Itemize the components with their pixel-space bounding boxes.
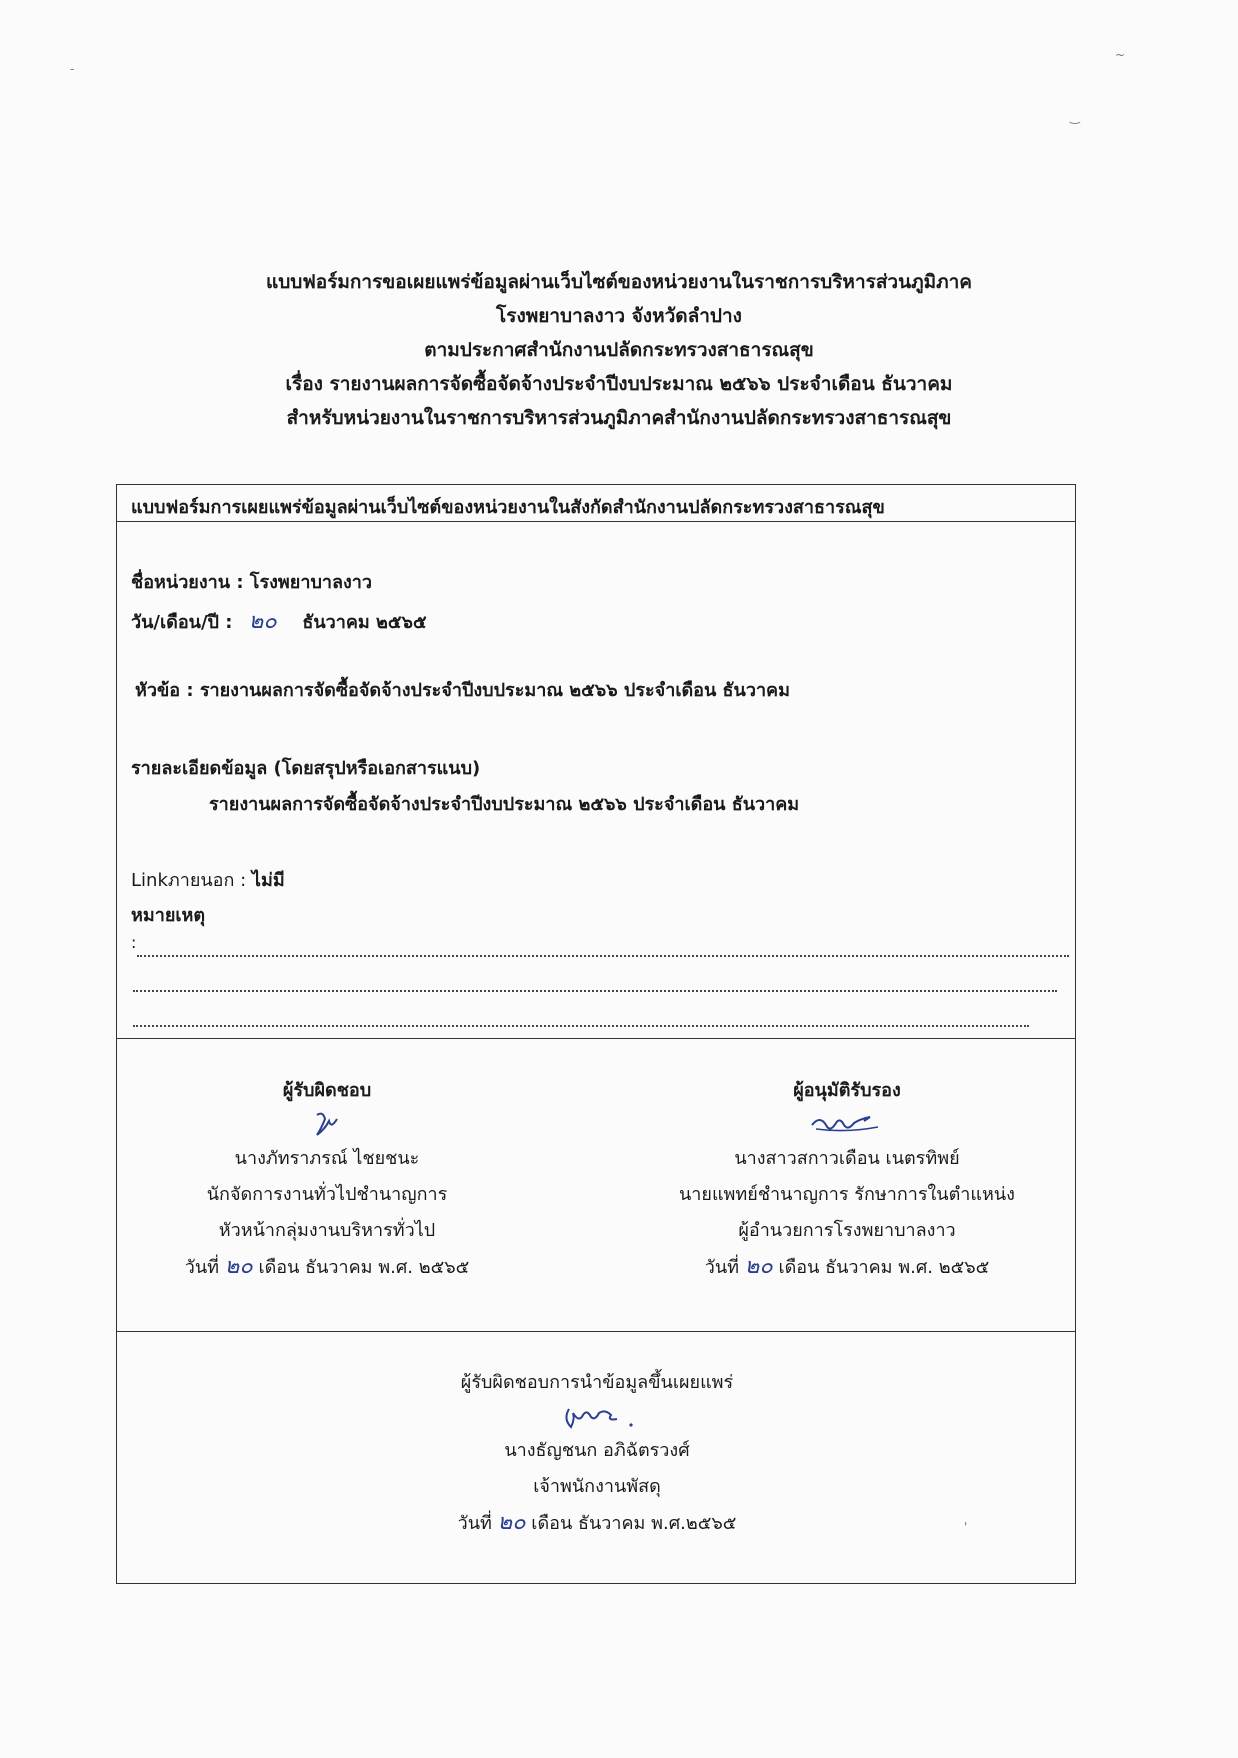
header-line-5: สำหรับหน่วยงานในราชการบริหารส่วนภูมิภาคสำนักงานปลัดกระทรวงสาธารณสุข (286, 407, 952, 429)
responsible-date-day-handwritten: ๒๐ (224, 1254, 253, 1279)
remark-line (131, 900, 205, 929)
header-line-1: แบบฟอร์มการขอเผยแพร่ข้อมูลผ่านเว็บไซต์ของหน่วยงานในราชการบริหารส่วนภูมิภาค (265, 271, 973, 293)
header-line-3: ตามประกาศสำนักงานปลัดกระทรวงสาธารณสุข (424, 339, 814, 361)
publisher-date-suffix: เดือน ธันวาคม พ.ศ.๒๕๖๕ (531, 1513, 737, 1534)
agency-line (131, 567, 372, 596)
responsible-name: นางภัทราภรณ์ ไชยชนะ (234, 1148, 420, 1169)
remark-dotted-line-1 (137, 955, 1069, 957)
remark-label: หมายเหตุ (131, 905, 206, 926)
document-header (0, 265, 1238, 435)
topic-value: รายงานผลการจัดซื้อจัดจ้างประจำปีงบประมาณ ๒๕๖๖ ประจำเดือน ธันวาคม (199, 680, 790, 701)
remark-dotted-line-3 (133, 1025, 1029, 1027)
responsible-signature-block (157, 1073, 497, 1286)
publisher-date (397, 1505, 797, 1542)
form-title: แบบฟอร์มการเผยแพร่ข้อมูลผ่านเว็บไซต์ของหน่วยงานในสังกัดสำนักงานปลัดกระทรวงสาธารณสุข (131, 497, 885, 518)
detail-label: รายละเอียดข้อมูล (โดยสรุปหรือเอกสารแนบ) (131, 758, 481, 779)
publisher-position: เจ้าพนักงานพัสดุ (533, 1476, 661, 1497)
responsible-date-prefix: วันที่ (184, 1257, 220, 1278)
responsible-position-2: หัวหน้ากลุ่มงานบริหารทั่วไป (218, 1220, 436, 1241)
approver-signature-block (647, 1073, 1047, 1286)
remark-colon: : (131, 933, 137, 952)
form-title-row (117, 485, 1075, 522)
publisher-signature-block (397, 1365, 797, 1542)
section-divider-2 (117, 1331, 1075, 1332)
scan-speck: ~ (1115, 48, 1126, 62)
responsible-title: ผู้รับผิดชอบ (282, 1080, 372, 1101)
publisher-date-day-handwritten: ๒๐ (497, 1510, 526, 1535)
header-line-2: โรงพยาบาลงาว จังหวัดลำปาง (496, 305, 742, 327)
publisher-name: นางธัญชนก อภิฉัตรวงศ์ (504, 1440, 690, 1461)
responsible-date-suffix: เดือน ธันวาคม พ.ศ. ๒๕๖๕ (258, 1257, 470, 1278)
scan-speck: ' (964, 1520, 968, 1534)
approver-position-1: นายแพทย์ชำนาญการ รักษาการในตำแหน่ง (679, 1184, 1015, 1205)
responsible-date (157, 1249, 497, 1286)
header-line-4: เรื่อง รายงานผลการจัดซื้อจัดจ้างประจำปีงบประมาณ ๒๕๖๖ ประจำเดือน ธันวาคม (285, 373, 953, 395)
section-divider-1 (117, 1038, 1075, 1039)
responsible-signature-mark (157, 1109, 497, 1141)
approver-position-2: ผู้อำนวยการโรงพยาบาลงาว (738, 1220, 956, 1241)
form-frame (116, 484, 1076, 1584)
approver-date-suffix: เดือน ธันวาคม พ.ศ. ๒๕๖๕ (778, 1257, 990, 1278)
remark-dotted-line-2 (133, 990, 1057, 992)
date-line (131, 603, 427, 638)
topic-label: หัวข้อ : (135, 680, 200, 701)
agency-value: โรงพยาบาลงาว (249, 572, 373, 593)
publisher-title: ผู้รับผิดชอบการนำข้อมูลขึ้นเผยแพร่ (460, 1372, 734, 1393)
detail-label-line (131, 753, 480, 782)
link-label: Linkภายนอก : (131, 870, 252, 891)
responsible-position-1: นักจัดการงานทั่วไปชำนาญการ (206, 1184, 448, 1205)
approver-date (647, 1249, 1047, 1286)
scan-speck: ‿ (1070, 110, 1080, 124)
topic-line (135, 675, 790, 704)
link-line (131, 865, 285, 894)
approver-date-prefix: วันที่ (704, 1257, 740, 1278)
scan-speck: - (70, 62, 75, 76)
approver-title: ผู้อนุมัติรับรอง (793, 1080, 901, 1101)
agency-label: ชื่อหน่วยงาน : (131, 572, 250, 593)
date-day-handwritten: ๒๐ (248, 609, 277, 634)
detail-value-line (209, 789, 799, 818)
date-rest: ธันวาคม ๒๕๖๕ (302, 612, 427, 633)
link-value: ไม่มี (251, 870, 285, 891)
detail-value: รายงานผลการจัดซื้อจัดจ้างประจำปีงบประมาณ ๒๕๖๖ ประจำเดือน ธันวาคม (209, 794, 800, 815)
approver-name: นางสาวสกาวเดือน เนตรทิพย์ (734, 1148, 960, 1169)
date-label: วัน/เดือน/ปี : (131, 612, 239, 633)
approver-signature-mark (647, 1109, 1047, 1141)
publisher-signature-mark (397, 1401, 797, 1433)
publisher-date-prefix: วันที่ (457, 1513, 492, 1534)
approver-date-day-handwritten: ๒๐ (744, 1254, 773, 1279)
